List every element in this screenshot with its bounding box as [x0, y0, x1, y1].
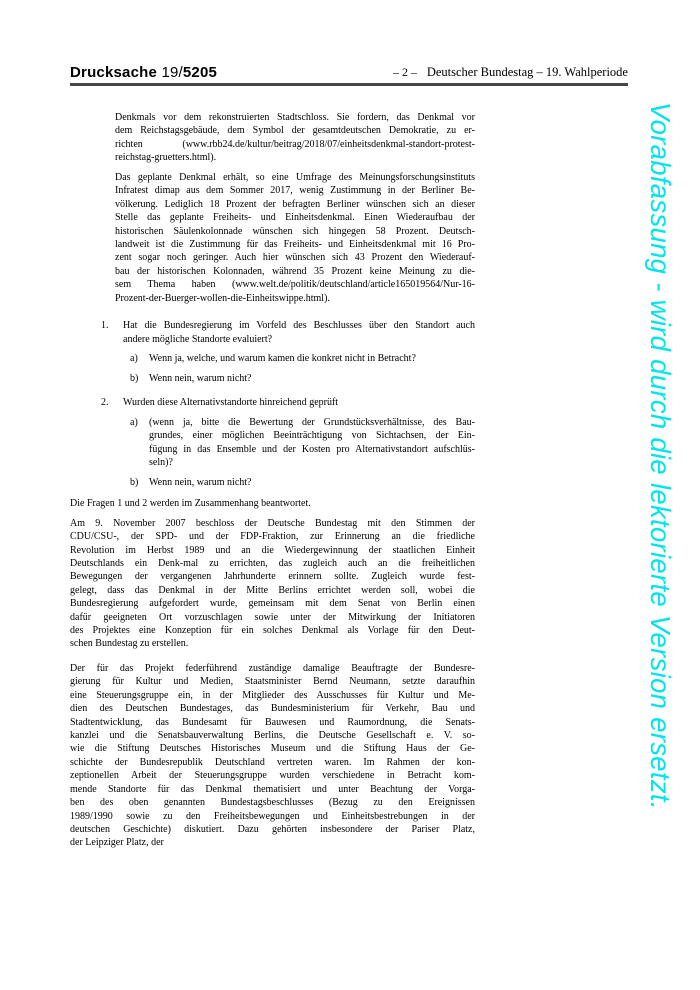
text-line: wie die Stiftung Deutsches Historisches Museum und die Stiftung Haus der Ge- [70, 743, 475, 755]
text-line: Denkmals vor dem rekonstruierten Stadtschloss. Sie fordern, das Denkmal vor [115, 112, 475, 123]
text-line: dien des Deutschen Bundestages, das Bundesministerium für Verkehr, Bau und [70, 703, 475, 715]
text-line: Wenn nein, warum nicht? [149, 476, 252, 488]
text-line: Revolution im Herbst 1989 und an die Wiedergewinnung der staatlichen Einheit [70, 544, 475, 556]
text-line: Bundesregierung aufgefordert wurde, gemeinsam mit dem Senat von Berlin einen [70, 598, 475, 610]
text-line: zeptionellen Arbeit der Steuerungsgruppe wurden verschiedene in Betracht kom- [70, 770, 475, 782]
text-line: ben des oben genannten Bundestagsbeschlusses (Bezug zu den Ereignissen [70, 797, 475, 809]
page-number: – 2 – [393, 65, 417, 79]
text-line: fügung in das Ensemble und der Kosten pro Alternativstandort aufschlüs- [149, 443, 475, 455]
text-line: gierung für Kultur und Medien, Staatsminister Bernd Neumann, setzte daraufhin [70, 676, 475, 688]
doc-label: Drucksache [70, 64, 158, 81]
watermark-text: Vorabfassung - wird durch die lektorierte Version ersetzt. [645, 102, 676, 810]
header-right-text: Deutscher Bundestag – 19. Wahlperiode [426, 65, 628, 79]
answer-paragraph [70, 497, 475, 510]
text-line: kanzlei und die Senatsbauverwaltung Berlins, die Deutsche Gesellschaft e. V. so- [70, 730, 475, 741]
subquestion-label: b) [130, 476, 139, 488]
page-header [70, 60, 628, 82]
text-line: Infratest dimap aus dem Sommer 2017, wenig Zustimmung in der Berliner Be- [115, 185, 475, 197]
question-number: 1. [101, 320, 109, 332]
subquestion-label: a) [130, 416, 138, 428]
document-body [70, 111, 475, 850]
text-line: Die Fragen 1 und 2 werden im Zusammenhang beantwortet. [70, 498, 311, 510]
text-line: reichstag-gruetters.html). [115, 152, 217, 164]
subquestion-text [149, 476, 475, 489]
text-line: gelegt, dass das Denkmal in der Mitte Berlins errichtet werden soll, wobei die [70, 584, 475, 596]
text-line: Stelle das geplante Freiheits- und Einheitsdenkmal. Einen Wiederaufbau der [115, 212, 475, 224]
text-line: mende Standorte für das Denkmal thematisiert und unter Beachtung der Vorga- [70, 783, 475, 795]
text-line: Wenn ja, welche, und warum kamen die konkret nicht in Betracht? [149, 353, 416, 365]
text-line: dafür geeigneten Ort vorzuschlagen sowie unter der Mitwirkung der Initiatoren [70, 611, 475, 623]
text-line: Das geplante Denkmal erhält, so eine Umfrage des Meinungsforschungsinstituts [115, 171, 475, 183]
doc-number [70, 64, 217, 81]
text-line: Wenn nein, warum nicht? [149, 372, 252, 384]
text-line: Stadtentwicklung, das Bundesamt für Bauwesen und Raumordnung, die Senats- [70, 716, 475, 728]
text-line: sem Thema haben (www.welt.de/politik/deutschland/article165019564/Nur-16- [115, 279, 475, 291]
text-line: seln)? [149, 457, 173, 469]
text-line: eine Steuerungsgruppe ein, in der Mitglieder des Ausschusses für Kultur und Me- [70, 689, 475, 701]
text-line: grundes, einer möglichen Beeinträchtigung von Sichtachsen, der Ein- [149, 430, 475, 442]
text-line: des Projektes eine Konzeption für ein solches Denkmal als Vorlage für den Deut- [70, 625, 475, 637]
text-line: schen Bundestag zu erstellen. [70, 638, 189, 650]
subquestion-text [149, 416, 475, 470]
text-line: richten (www.rbb24.de/kultur/beitrag/2018/07/einheitsdenkmal-standort-protest- [115, 138, 475, 150]
header-rule [70, 83, 628, 86]
text-line: CDU/CSU-, der SPD- und der FDP-Fraktion, zur Erinnerung an die friedliche [70, 531, 475, 543]
question-item-2 [70, 396, 475, 409]
subquestion-text [149, 352, 475, 365]
text-line: andere mögliche Standorte evaluiert? [123, 333, 273, 345]
text-line: Am 9. November 2007 beschloss der Deutsche Bundestag mit den Stimmen der [70, 517, 475, 529]
subquestion-1a [70, 352, 475, 365]
intro-paragraph [115, 111, 475, 165]
question-text [123, 396, 475, 409]
question-text [123, 319, 475, 346]
text-line: zent sogar noch geringer. Auch hier wünschen sich 43 Prozent den Wiederauf- [115, 252, 475, 264]
text-line: der Leipziger Platz, der [70, 837, 164, 849]
intro-paragraph [115, 171, 475, 305]
text-line: Wurden diese Alternativstandorte hinreichend geprüft [123, 397, 339, 409]
text-line: Bewegungen der vergangenen Jahrhunderte erinnern sollte. Zugleich wurde fest- [70, 571, 475, 583]
text-line: völkerung. Lediglich 18 Prozent der befragten Berliner wünschen sich an dieser [115, 198, 475, 210]
text-line: historischen Säulenkolonnade wünschen sich hingegen 58 Prozent. Deutsch- [115, 225, 475, 237]
text-line: Deutschlands ein Denk-mal zu errichten, das zugleich auch an die freiheitlichen [70, 557, 475, 569]
subquestion-2b [70, 476, 475, 489]
question-number: 2. [101, 397, 109, 409]
answer-paragraph [70, 662, 475, 850]
text-line: Der für das Projekt federführend zuständige damalige Beauftragte der Bundesre- [70, 662, 475, 674]
question-item-1 [70, 319, 475, 346]
text-line: deutschen Geschichte) diskutiert. Dazu gehörten insbesondere der Pariser Platz, [70, 823, 475, 835]
text-line: bau der historischen Kolonnaden, während 35 Prozent keine Meinung zu die- [115, 265, 475, 277]
subquestion-label: b) [130, 372, 139, 384]
subquestion-text [149, 372, 475, 385]
subquestion-2a [70, 416, 475, 470]
text-line: Hat die Bundesregierung im Vorfeld des Beschlusses über den Standort auch [123, 320, 475, 332]
text-line: 1989/1990 sowie zu den Freiheitsbewegungen und Einheitsbestrebungen in der [70, 810, 475, 822]
text-line: dem Reichstagsgebäude, dem Symbol der gesamtdeutschen Demokratie, zu er- [115, 125, 475, 137]
answer-paragraph [70, 517, 475, 651]
doc-number-prefix: 19/ [161, 64, 183, 81]
text-line: schichte der Bundesrepublik Deutschland vertreten waren. Im Rahmen der kon- [70, 756, 475, 768]
text-line: (wenn ja, bitte die Bewertung der Grundstücksverhältnisse, des Bau- [149, 416, 475, 428]
text-line: landweit ist die Zustimmung für das Freiheits- und Einheitsdenkmal mit 16 Pro- [115, 238, 475, 250]
subquestion-1b [70, 372, 475, 385]
subquestion-label: a) [130, 353, 138, 365]
doc-number-value: 5205 [182, 64, 218, 81]
text-line: Prozent-der-Buerger-wollen-die-Einheitswippe.html). [115, 292, 330, 304]
